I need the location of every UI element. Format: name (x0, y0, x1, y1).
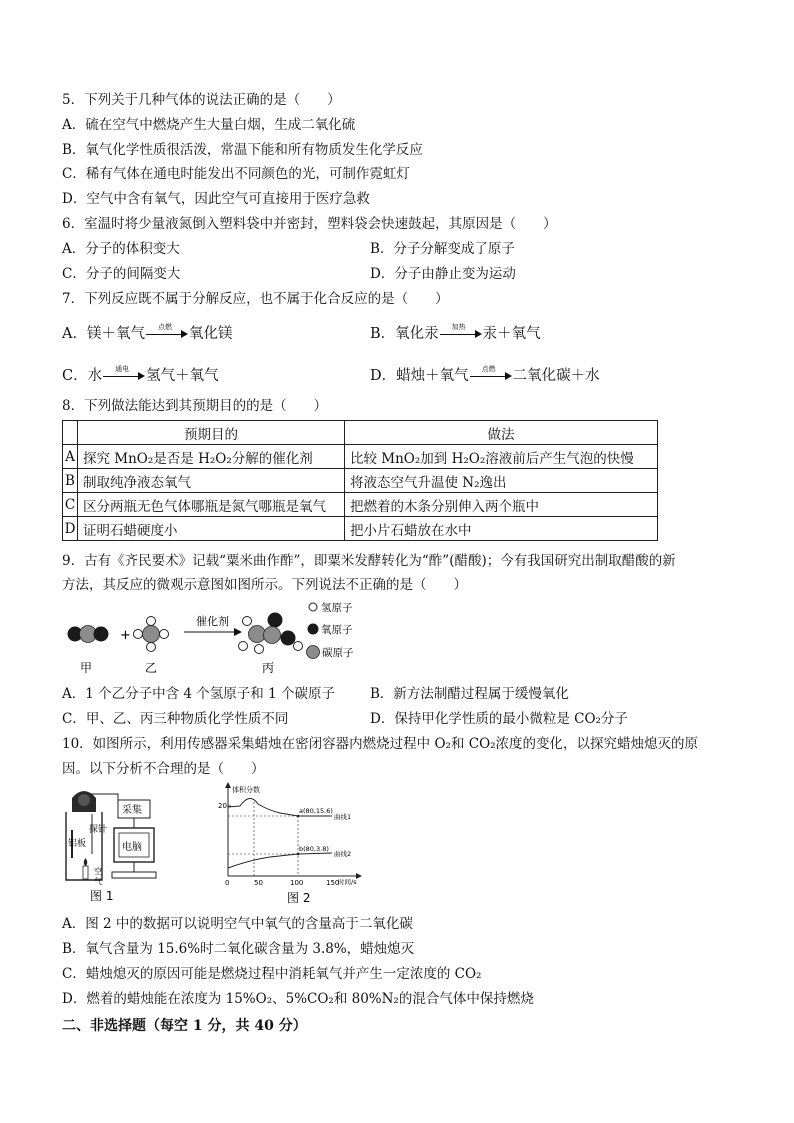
table-row (63, 445, 658, 469)
molecule-bing (239, 613, 303, 654)
goal-cell: 区分两瓶无色气体哪瓶是氮气哪瓶是氧气 (78, 493, 345, 517)
q6-option-c: C．分子的间隔变大 (62, 266, 181, 282)
label-computer: 电脑 (122, 842, 142, 853)
label-air-2: 气 (94, 877, 102, 886)
q6-option-b: B．分子分解变成了原子 (370, 241, 515, 257)
goal-cell: 证明石蜡硬度小 (78, 517, 345, 541)
q10-option-d: D．燃着的蜡烛能在浓度为 15%O₂、5%CO₂和 80%N₂的混合气体中保持燃烧 (62, 991, 534, 1007)
q8-stem: 8．下列做法能达到其预期目的的是（ ） (62, 398, 328, 414)
q7-option-c (62, 367, 219, 385)
section-heading: 二、非选择题（每空 1 分，共 40 分） (62, 1018, 307, 1034)
point-b-label: b(80,3.8) (299, 845, 329, 853)
method-cell: 把燃着的木条分别伸入两个瓶中 (345, 493, 658, 517)
q10-figure-1 (62, 784, 170, 906)
q7-b-reactants: B．氧化汞 (370, 326, 439, 342)
label-air-1: 空 (94, 867, 102, 876)
x-tick-label: 50 (254, 879, 263, 887)
row-label: C (63, 493, 78, 517)
q10-option-b: B．氧气含量为 15.6%时二氧化碳含量为 3.8%，蜡烛熄灭 (62, 941, 415, 957)
q7-option-a (62, 325, 232, 343)
row-label: B (63, 469, 78, 493)
q9-stem-line1: 9．古有《齐民要术》记载“粟米曲作酢”，即粟米发酵转化为“酢”(醋酸)；今有我国研究出制取醋酸的新 (62, 553, 676, 569)
reaction-condition: 点燃 (157, 323, 172, 331)
row-label: D (63, 517, 78, 541)
reaction-arrow-icon (103, 365, 145, 382)
goal-cell: 制取纯净液态氧气 (78, 469, 345, 493)
atom-legend (307, 601, 354, 659)
q9-option-b: B．新方法制醋过程属于缓慢氧化 (370, 686, 569, 702)
q7-c-products: 氢气＋氧气 (146, 368, 219, 384)
q10-option-c: C．蜡烛熄灭的原因可能是燃烧过程中消耗氧气并产生一定浓度的 CO₂ (62, 966, 482, 982)
method-cell: 把小片石蜡放在水中 (345, 517, 658, 541)
q5-option-d: D．空气中含有氧气，因此空气可直接用于医疗急救 (62, 191, 370, 207)
q7-d-products: 二氧化碳＋水 (512, 368, 600, 384)
curve-1-label: 曲线1 (334, 813, 352, 821)
q9-option-a: A．1 个乙分子中含 4 个氢原子和 1 个碳原子 (62, 686, 335, 702)
candle-icon (83, 866, 88, 879)
curve-2-label: 曲线2 (334, 850, 352, 858)
curve-2-line (228, 853, 332, 868)
q10-option-a: A．图 2 中的数据可以说明空气中氧气的含量高于二氧化碳 (62, 916, 413, 932)
flame-icon (84, 858, 88, 866)
method-cell: 比较 MnO₂加到 H₂O₂溶液前后产生气泡的快慢 (345, 445, 658, 469)
q7-option-b (370, 325, 541, 343)
q6-stem: 6．室温时将少量液氮倒入塑料袋中并密封，塑料袋会快速鼓起，其原因是（ ） (62, 216, 557, 232)
q9-molecule-diagram (62, 598, 372, 680)
reaction-condition: 加热 (451, 323, 466, 331)
row-label: A (63, 445, 78, 469)
q7-option-d (370, 367, 600, 385)
table-row (63, 517, 658, 541)
y-axis-label: 体积分数 (232, 786, 260, 794)
goal-cell: 探究 MnO₂是否是 H₂O₂分解的催化剂 (78, 445, 345, 469)
q10-stem-line2: 因。以下分析不合理的是（ ） (62, 761, 265, 777)
reaction-arrow-icon (440, 323, 482, 340)
plus-sign: + (120, 628, 131, 643)
reaction-arrow-icon (470, 365, 512, 382)
hydrogen-atom-icon (309, 603, 317, 611)
catalyst-label: 催化剂 (196, 615, 229, 628)
figure-2-caption: 图 2 (287, 891, 311, 905)
x-tick-label: 0 (225, 879, 230, 887)
q7-a-products: 氧化镁 (188, 326, 233, 342)
keyboard-icon (112, 872, 156, 878)
q5-option-b: B．氧气化学性质很活泼，常温下能和所有物质发生化学反应 (62, 142, 423, 158)
sensor-head (78, 794, 90, 806)
oxygen-atom-icon (308, 624, 319, 635)
point-a (297, 815, 300, 818)
y-tick-label: 20 (218, 802, 227, 810)
x-axis-label: 时间/s (338, 878, 357, 886)
q7-c-reactants: C．水 (62, 368, 103, 384)
reaction-condition: 通电 (115, 365, 130, 373)
x-tick-label: 100 (290, 879, 304, 887)
q9-option-d: D．保持甲化学性质的最小微粒是 CO₂分子 (370, 711, 628, 727)
q10-stem-line1: 10．如图所示，利用传感器采集蜡烛在密闭容器内燃烧过程中 O₂和 CO₂浓度的变化，以探究蜡烛熄灭的原 (62, 736, 699, 752)
q6-option-a: A．分子的体积变大 (62, 241, 180, 257)
method-cell: 将液态空气升温使 N₂逸出 (345, 469, 658, 493)
table-row (63, 493, 658, 517)
reaction-arrow-icon (146, 323, 188, 340)
y-axis-arrow-icon (225, 782, 231, 788)
table-header-cell: 做法 (345, 421, 658, 445)
q9-option-c: C．甲、乙、丙三种物质化学性质不同 (62, 711, 289, 727)
label-aluminum-plate: 铝板 (68, 839, 87, 849)
reaction-arrow-icon (234, 628, 242, 636)
table-header-row (63, 421, 658, 445)
q7-b-products: 汞＋氧气 (482, 326, 541, 342)
table-header-cell (63, 421, 78, 445)
label-yi: 乙 (145, 661, 158, 675)
molecule-yi (134, 617, 169, 652)
q6-option-d: D．分子由静止变为运动 (370, 266, 516, 282)
figure-1-caption: 图 1 (90, 889, 114, 903)
reaction-condition: 点燃 (481, 365, 496, 373)
table-row (63, 469, 658, 493)
q5-stem: 5．下列关于几种气体的说法正确的是（ ） (62, 92, 341, 108)
legend-hydrogen: 氢原子 (321, 602, 353, 614)
q7-d-reactants: D．蜡烛＋氧气 (370, 368, 469, 384)
q5-option-c: C．稀有气体在通电时能发出不同颜色的光，可制作霓虹灯 (62, 166, 410, 182)
point-b (297, 853, 300, 856)
q8-table (62, 420, 658, 541)
q5-option-a: A．硫在空气中燃烧产生大量白烟，生成二氧化硫 (62, 117, 356, 133)
carbon-atom-icon (307, 646, 320, 659)
table-header-cell: 预期目的 (78, 421, 345, 445)
label-probe: 探针 (89, 825, 108, 835)
label-collector: 采集 (122, 805, 142, 816)
x-axis-arrow-icon (356, 873, 362, 879)
legend-carbon: 碳原子 (322, 647, 354, 659)
molecule-jia (68, 626, 109, 643)
q7-a-reactants: A．镁＋氧气 (62, 326, 145, 342)
legend-oxygen: 氧原子 (321, 624, 353, 636)
q7-stem: 7．下列反应既不属于分解反应，也不属于化合反应的是（ ） (62, 291, 449, 307)
point-a-label: a(80,15.6) (299, 807, 333, 815)
label-jia: 甲 (80, 661, 93, 675)
x-tick-label: 150 (326, 879, 340, 887)
q9-stem-line2: 方法，其反应的微观示意图如图所示。下列说法不正确的是（ ） (62, 577, 467, 593)
label-bing: 丙 (262, 661, 275, 675)
q10-figure-2 (210, 780, 370, 906)
